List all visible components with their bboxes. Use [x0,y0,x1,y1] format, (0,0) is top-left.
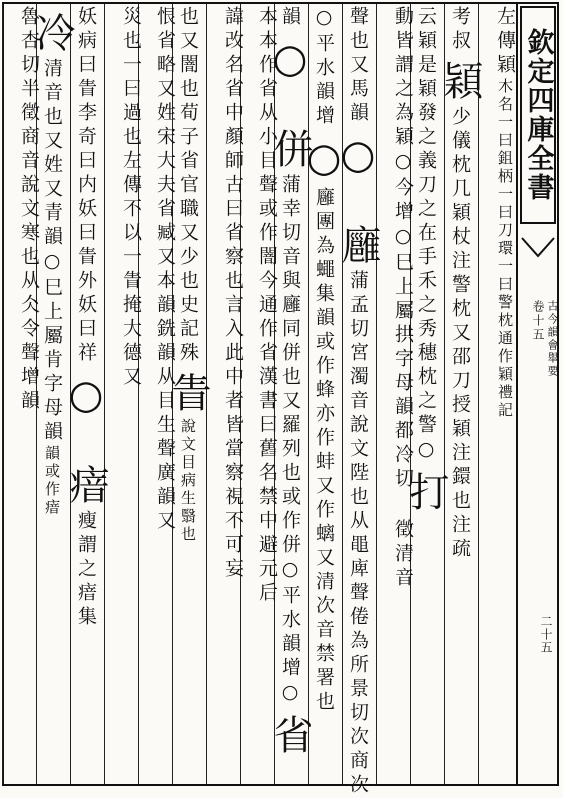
head-character: ○ [301,135,347,181]
text-column [63,6,109,784]
text-column [335,6,381,798]
column-text: 諱改名省中顏師古曰省察也言入此中者皆當察視不可妄 [222,6,244,582]
text-column [8,6,38,784]
text-column [382,6,412,784]
column-text: 都冷切 徵清音 [392,420,414,591]
column-text: 清音也又姓又青韻○巳上屬肯字母韻 [41,58,63,445]
column-text: 蒲孟切宮濁音說文陛也从黽庳聲倦為 [347,270,369,654]
text-column [437,6,483,784]
volume-number: 卷十五 [531,300,545,342]
column-text: ○ [415,438,437,465]
head-character: ○ 併 [267,36,313,168]
column-text: 聲也又馬韻 [347,6,369,126]
column-text: 動皆謂之為穎○今增○巳上屬拱字母韻 [392,6,414,420]
head-character: ○ 廱 [335,132,381,264]
column-text: 本 [256,6,278,30]
column-rule [2,4,3,784]
column-text: 木名一曰鉏柄一曰刀環一曰警枕通作穎禮記 [496,78,514,420]
column-text: 魯杏切半徵商音說文寒也从仌令聲增韻 [18,6,40,414]
column-text: 云穎是穎發之義刀之在手禾之秀穗枕之警 [415,6,437,438]
column-text: 从目生聲廣韻又 [154,366,176,534]
column-text: 左傳穎 [494,6,516,78]
head-character: 穎 [437,60,483,100]
column-text: 蒲幸切音與廱同併也又羅列也或作併○平水韻增 [279,174,301,681]
column-text: 瘦謂之瘖集 [75,510,97,630]
page-number: 二十五 [539,615,553,654]
head-character: 省 [267,714,313,754]
column-text: 考叔 [449,6,471,54]
column-text: 韻 [279,6,301,30]
column-text: 說文目病生翳也 [179,418,197,544]
head-character: 打 [403,471,449,511]
column-text: ○平水韻增 [313,6,335,129]
head-character: ○ 瘖 [63,372,109,504]
head-character: 眚 [165,372,211,412]
text-column [212,6,242,784]
column-text: 少儀枕几穎杖注警枕又邵刀授穎注鐶也注疏 [449,106,471,562]
column-text: 恨省略又姓宋大夫省臧又本韻銑韻 [154,6,176,366]
book-title: 古今韻會舉要 [546,300,559,378]
text-column [144,6,174,784]
column-text: 清次音禁署也 [313,571,335,715]
book-series-title: 欽定四庫全書 [520,6,556,224]
column-text: 韻或作瘖 [43,445,61,517]
column-text: 所景切次商次 [347,654,369,798]
head-character: 冷 [29,12,75,52]
column-text: ○ [279,681,301,708]
fishtail-mark [520,236,556,260]
text-column [301,6,347,784]
column-text: 妖病曰眚李奇曰内妖曰眚外妖曰祥 [75,6,97,366]
text-column [110,6,140,784]
column-text: 也又闇也荀子省官職又少也史記殊 [177,6,199,366]
text-column [484,6,514,784]
column-text: 廱團為蠅集韻或作蜂亦作蚌又作螭又 [313,187,335,571]
column-text: 本作省从小目聲或作闇今通作省漢書曰舊名禁中避元后 [256,30,278,606]
column-text: 災也一曰過也左傳不以一眚掩大德又 [120,6,142,390]
text-column [246,6,276,784]
